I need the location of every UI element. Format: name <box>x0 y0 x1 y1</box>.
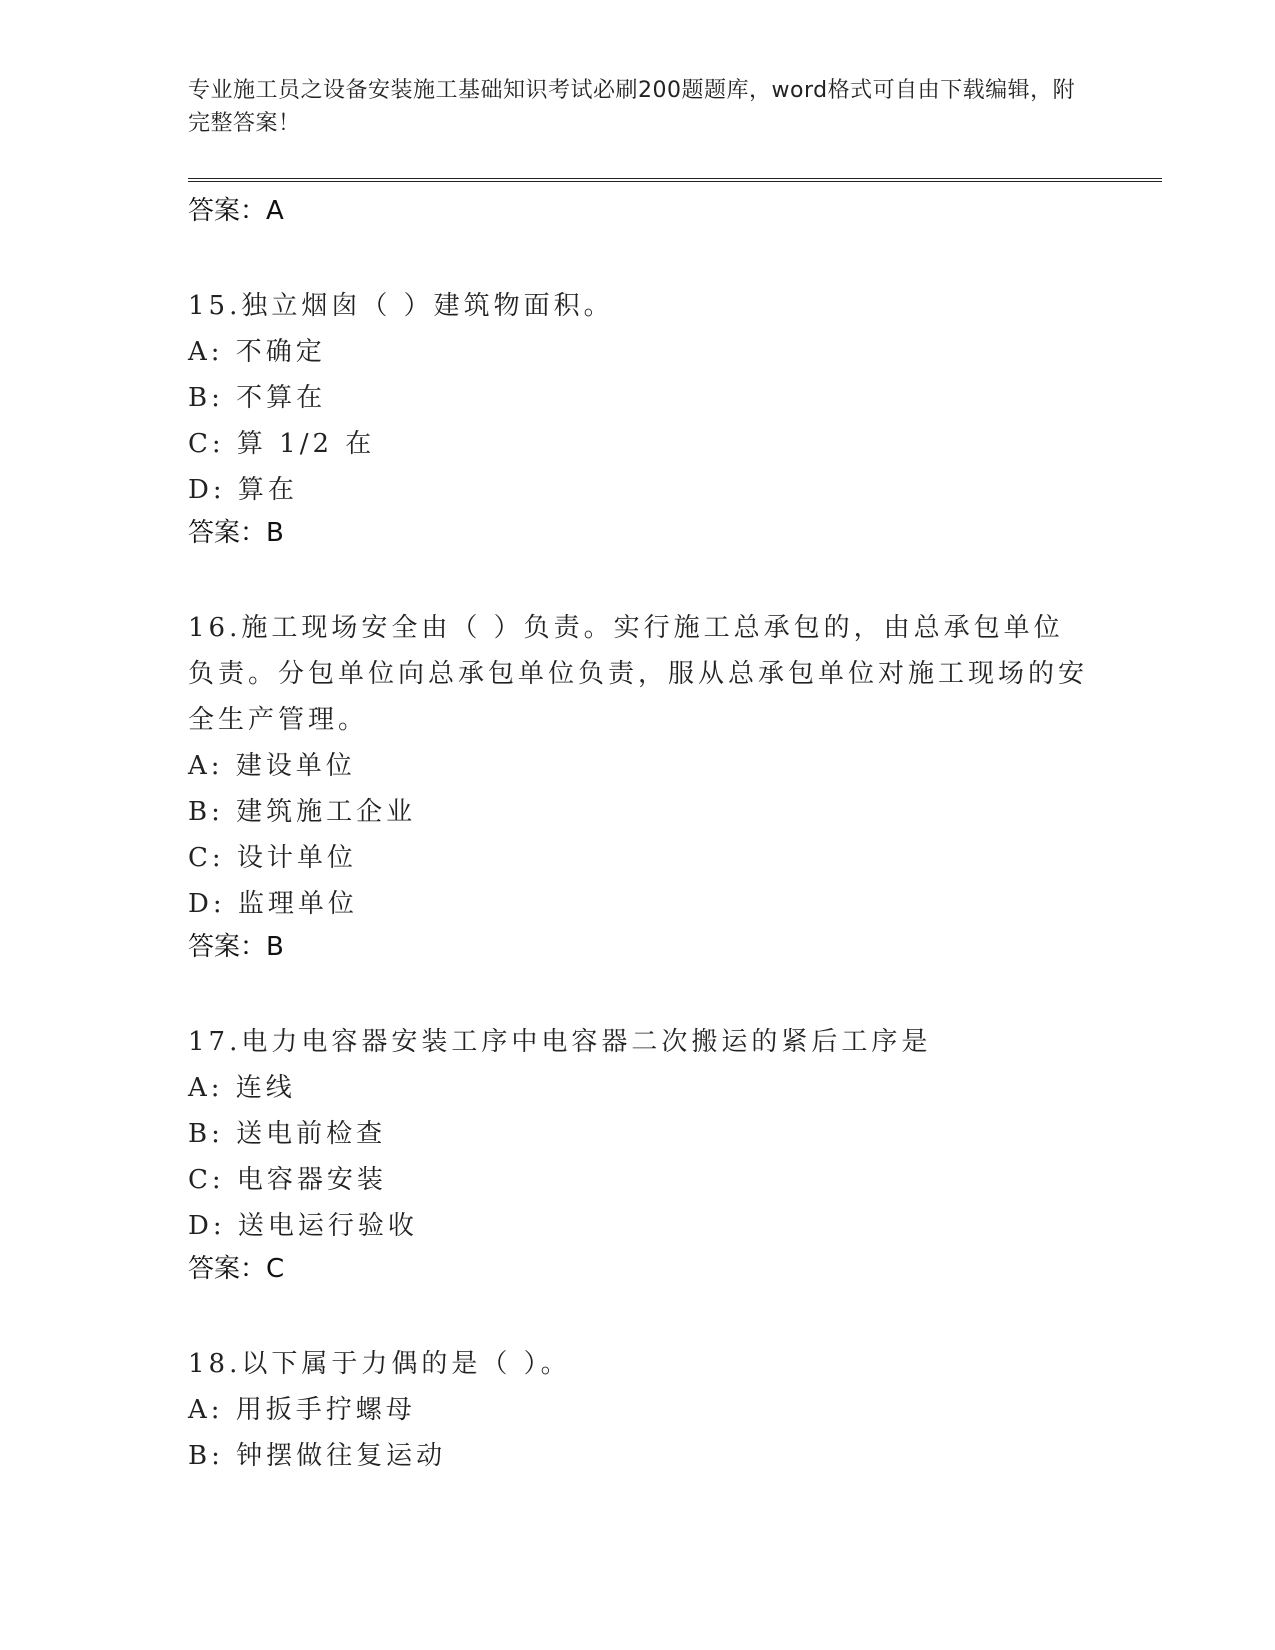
question-block <box>188 1019 1088 1289</box>
answer-line: 答案：C <box>188 1254 285 1284</box>
option-a: A: 建设单位 <box>188 751 356 781</box>
question-list <box>188 191 1088 1479</box>
option-b: B: 送电前检查 <box>188 1119 387 1149</box>
question-block <box>188 1341 1088 1479</box>
option-b: B: 不算在 <box>188 383 327 413</box>
option-c: C: 电容器安装 <box>188 1165 387 1195</box>
option-d: D: 监理单位 <box>188 889 358 919</box>
answer-line: 答案：B <box>188 932 284 962</box>
option-b: B: 建筑施工企业 <box>188 797 417 827</box>
question-stem: 18.以下属于力偶的是（ ）。 <box>188 1349 571 1379</box>
option-c: C: 算 1/2 在 <box>188 429 376 459</box>
option-a: A: 用扳手拧螺母 <box>188 1395 416 1425</box>
option-a: A: 连线 <box>188 1073 296 1103</box>
question-stem: 15.独立烟囱（ ）建筑物面积。 <box>188 291 614 321</box>
option-d: D: 算在 <box>188 475 298 505</box>
spacer <box>188 553 1088 605</box>
answer-line: 答案：B <box>188 518 284 548</box>
question-block <box>188 283 1088 553</box>
option-c: C: 设计单位 <box>188 843 357 873</box>
answer-line: 答案：A <box>188 196 284 226</box>
option-d: D: 送电运行验收 <box>188 1211 418 1241</box>
header-divider <box>188 178 1162 182</box>
question-stem: 17.电力电容器安装工序中电容器二次搬运的紧后工序是 <box>188 1027 932 1057</box>
spacer <box>188 967 1088 1019</box>
option-b: B: 钟摆做往复运动 <box>188 1441 447 1471</box>
option-a: A: 不确定 <box>188 337 326 367</box>
spacer <box>188 1289 1088 1341</box>
spacer <box>188 231 1088 283</box>
document-header-text: 专业施工员之设备安装施工基础知识考试必刷200题题库，word格式可自由下载编辑，附完整答案！ <box>188 78 1076 136</box>
question-stem: 16.施工现场安全由（ ）负责。实行施工总承包的，由总承包单位负责。分包单位向总承包单位负责，服从总承包单位对施工现场的安全生产管理。 <box>188 613 1089 735</box>
question-block <box>188 605 1088 967</box>
